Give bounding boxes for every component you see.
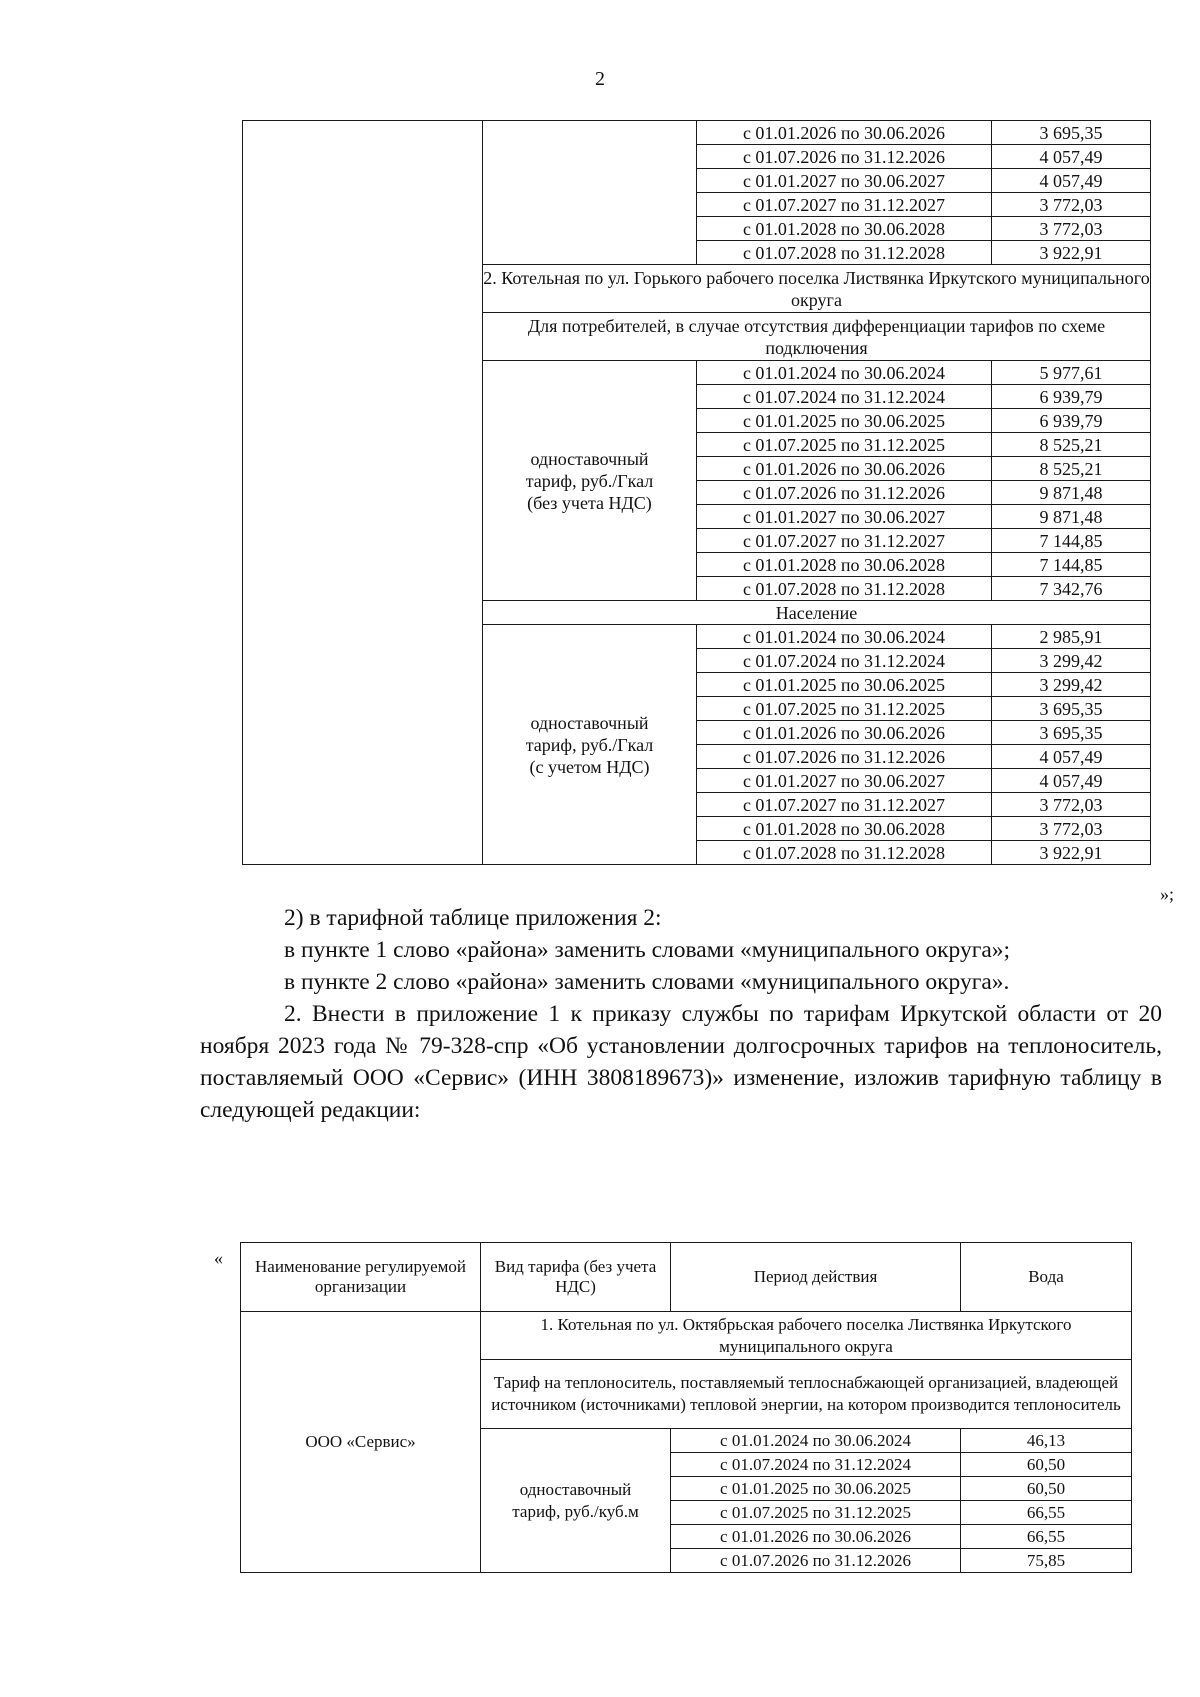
value-cell: 8 525,21 [992,457,1151,481]
value-cell: 5 977,61 [992,361,1151,385]
tariff-table-coolant [240,1242,1132,1573]
point-1-text: в пункте 1 слово «района» заменить словами «муниципального округа»; [284,937,1011,963]
text-block [200,902,1162,1126]
value-cell: 3 299,42 [992,673,1151,697]
value-cell: 4 057,49 [992,769,1151,793]
value-cell: 66,55 [961,1501,1132,1525]
value-cell: 9 871,48 [992,481,1151,505]
value-cell: 3 695,35 [992,121,1151,145]
consumers-heading: Для потребителей, в случае отсутствия дифференциации тарифов по схеме подключения [483,313,1151,361]
value-cell: 75,85 [961,1549,1132,1573]
value-cell: 66,55 [961,1525,1132,1549]
tariff-kind-line: одноставочный [530,448,649,469]
section-1-title: 1. Котельная по ул. Октябрьская рабочего поселка Листвянка Иркутского муниципального округа [481,1312,1132,1360]
population-heading: Население [483,601,1151,625]
period-cell: с 01.01.2028 по 30.06.2028 [697,217,992,241]
item-2-heading: 2) в тарифной таблице приложения 2: [284,905,662,931]
opening-quote: « [214,1248,223,1268]
tariff-kind-line: одноставочный [530,712,649,733]
table-row [243,121,1151,145]
value-cell: 7 342,76 [992,577,1151,601]
value-cell: 3 695,35 [992,697,1151,721]
period-cell: с 01.07.2028 по 31.12.2028 [697,241,992,265]
header-period: Период действия [671,1243,961,1312]
period-cell: с 01.07.2026 по 31.12.2026 [697,745,992,769]
period-cell: с 01.07.2025 по 31.12.2025 [671,1501,961,1525]
value-cell: 7 144,85 [992,529,1151,553]
value-cell: 3 695,35 [992,721,1151,745]
period-cell: с 01.01.2026 по 30.06.2026 [697,721,992,745]
period-cell: с 01.07.2025 по 31.12.2025 [697,697,992,721]
period-cell: с 01.01.2027 по 30.06.2027 [697,169,992,193]
value-cell: 3 772,03 [992,193,1151,217]
value-cell: 9 871,48 [992,505,1151,529]
value-cell: 3 922,91 [992,841,1151,865]
period-cell: с 01.07.2024 по 31.12.2024 [697,385,992,409]
period-cell: с 01.01.2026 по 30.06.2026 [671,1525,961,1549]
period-cell: с 01.07.2026 по 31.12.2026 [697,145,992,169]
value-cell: 6 939,79 [992,409,1151,433]
period-cell: с 01.07.2027 по 31.12.2027 [697,193,992,217]
period-cell: с 01.01.2024 по 30.06.2024 [697,625,992,649]
header-row [241,1243,1132,1312]
period-cell: с 01.01.2024 по 30.06.2024 [697,361,992,385]
period-cell: с 01.01.2026 по 30.06.2026 [697,457,992,481]
tariff-table-continuation [242,120,1151,865]
period-cell: с 01.07.2028 по 31.12.2028 [697,577,992,601]
value-cell: 3 772,03 [992,793,1151,817]
value-cell: 7 144,85 [992,553,1151,577]
tariff-kind-line: тариф, руб./куб.м [512,1501,639,1521]
section-2-title: 2. Котельная по ул. Горького рабочего поселка Листвянка Иркутского муниципального округа [483,265,1151,313]
period-cell: с 01.07.2026 по 31.12.2026 [671,1549,961,1573]
period-cell: с 01.01.2024 по 30.06.2024 [671,1429,961,1453]
period-cell: с 01.07.2024 по 31.12.2024 [671,1453,961,1477]
tariff-kind-cell [483,121,697,265]
tariff-kind-cell [481,1429,671,1573]
tariff-kind-line: одноставочный [519,1479,632,1499]
period-cell: с 01.07.2024 по 31.12.2024 [697,649,992,673]
value-cell: 3 772,03 [992,217,1151,241]
value-cell: 4 057,49 [992,145,1151,169]
org-name-cell [243,121,483,865]
period-cell: с 01.07.2025 по 31.12.2025 [697,433,992,457]
period-cell: с 01.01.2028 по 30.06.2028 [697,553,992,577]
header-kind: Вид тарифа (без учета НДС) [481,1243,671,1312]
page-number: 2 [595,68,605,90]
tariff-kind-line: тариф, руб./Гкал [525,734,654,755]
tariff-kind-cell [483,625,697,865]
period-cell: с 01.01.2027 по 30.06.2027 [697,769,992,793]
period-cell: с 01.01.2026 по 30.06.2026 [697,121,992,145]
closing-quote: »; [1160,884,1175,904]
point-2-text: в пункте 2 слово «района» заменить словами «муниципального округа». [284,969,1010,995]
period-cell: с 01.07.2026 по 31.12.2026 [697,481,992,505]
period-cell: с 01.01.2025 по 30.06.2025 [697,673,992,697]
tariff-kind-line: тариф, руб./Гкал [525,470,654,491]
period-cell: с 01.07.2028 по 31.12.2028 [697,841,992,865]
value-cell: 3 772,03 [992,817,1151,841]
period-cell: с 01.07.2027 по 31.12.2027 [697,793,992,817]
value-cell: 60,50 [961,1477,1132,1501]
period-cell: с 01.07.2027 по 31.12.2027 [697,529,992,553]
paragraph-2: 2. Внести в приложение 1 к приказу службы по тарифам Иркутской области от 20 ноября 2023 года № 79-328-спр «Об установлении долгосрочных тарифов на теплоноситель, поставляемый ООО «Сервис» (ИНН 3808189673)» изменение, изложив тарифную таблицу в следующей редакции: [200,1001,1162,1123]
value-cell: 3 922,91 [992,241,1151,265]
org-name-cell: ООО «Сервис» [241,1312,481,1573]
period-cell: с 01.01.2028 по 30.06.2028 [697,817,992,841]
tariff-heading: Тариф на теплоноситель, поставляемый теплоснабжающей организацией, владеющей источником (источниками) тепловой энергии, на котором производится теплоноситель [481,1360,1132,1429]
value-cell: 6 939,79 [992,385,1151,409]
value-cell: 60,50 [961,1453,1132,1477]
value-cell: 46,13 [961,1429,1132,1453]
header-value: Вода [961,1243,1132,1312]
value-cell: 8 525,21 [992,433,1151,457]
tariff-kind-line: (без учета НДС) [527,492,652,513]
period-cell: с 01.01.2025 по 30.06.2025 [697,409,992,433]
tariff-kind-line: (с учетом НДС) [529,756,650,777]
value-cell: 2 985,91 [992,625,1151,649]
tariff-kind-cell [483,361,697,601]
header-org: Наименование регулируемой организации [241,1243,481,1312]
value-cell: 4 057,49 [992,745,1151,769]
period-cell: с 01.01.2025 по 30.06.2025 [671,1477,961,1501]
value-cell: 3 299,42 [992,649,1151,673]
period-cell: с 01.01.2027 по 30.06.2027 [697,505,992,529]
value-cell: 4 057,49 [992,169,1151,193]
